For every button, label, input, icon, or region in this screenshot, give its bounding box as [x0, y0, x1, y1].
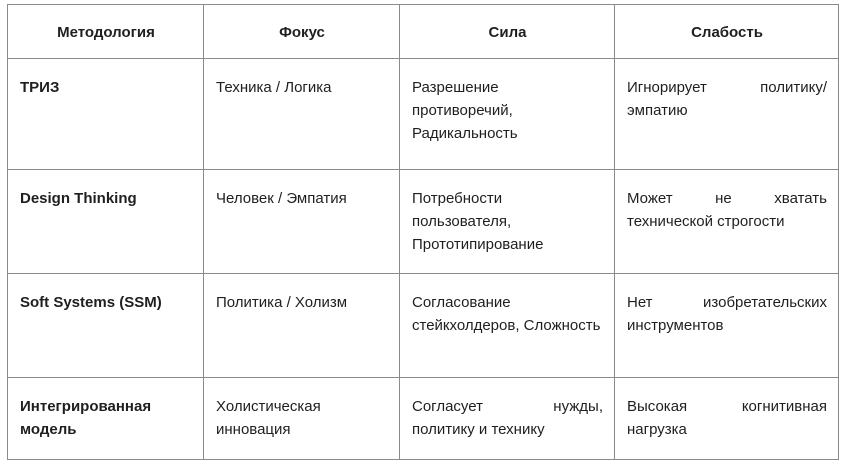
cell-focus: Политика / Холизм: [204, 274, 400, 378]
cell-methodology: Интегрированная модель: [8, 378, 204, 460]
cell-weakness: Может не хватать технической строгости: [615, 170, 839, 274]
cell-weakness: Игнорирует политику/эмпатию: [615, 59, 839, 170]
cell-focus: Человек / Эмпатия: [204, 170, 400, 274]
cell-strength: Разрешение противоречий, Радикальность: [400, 59, 615, 170]
cell-strength: Согласует нужды, политику и технику: [400, 378, 615, 460]
cell-methodology: Soft Systems (SSM): [8, 274, 204, 378]
cell-strength: Согласование стейкхолдеров, Сложность: [400, 274, 615, 378]
cell-strength: Потребности пользователя, Прототипирование: [400, 170, 615, 274]
header-methodology: Методология: [8, 5, 204, 59]
cell-methodology: ТРИЗ: [8, 59, 204, 170]
cell-weakness: Высокая когнитивная нагрузка: [615, 378, 839, 460]
methodology-comparison-table: [7, 4, 839, 460]
cell-focus: Холистическая инновация: [204, 378, 400, 460]
header-focus: Фокус: [204, 5, 400, 59]
header-strength: Сила: [400, 5, 615, 59]
cell-methodology: Design Thinking: [8, 170, 204, 274]
table-row: [8, 274, 839, 378]
table-row: [8, 378, 839, 460]
cell-focus: Техника / Логика: [204, 59, 400, 170]
header-weakness: Слабость: [615, 5, 839, 59]
cell-weakness: Нет изобретательских инструментов: [615, 274, 839, 378]
table-header-row: [8, 5, 839, 59]
table-row: [8, 59, 839, 170]
table-row: [8, 170, 839, 274]
